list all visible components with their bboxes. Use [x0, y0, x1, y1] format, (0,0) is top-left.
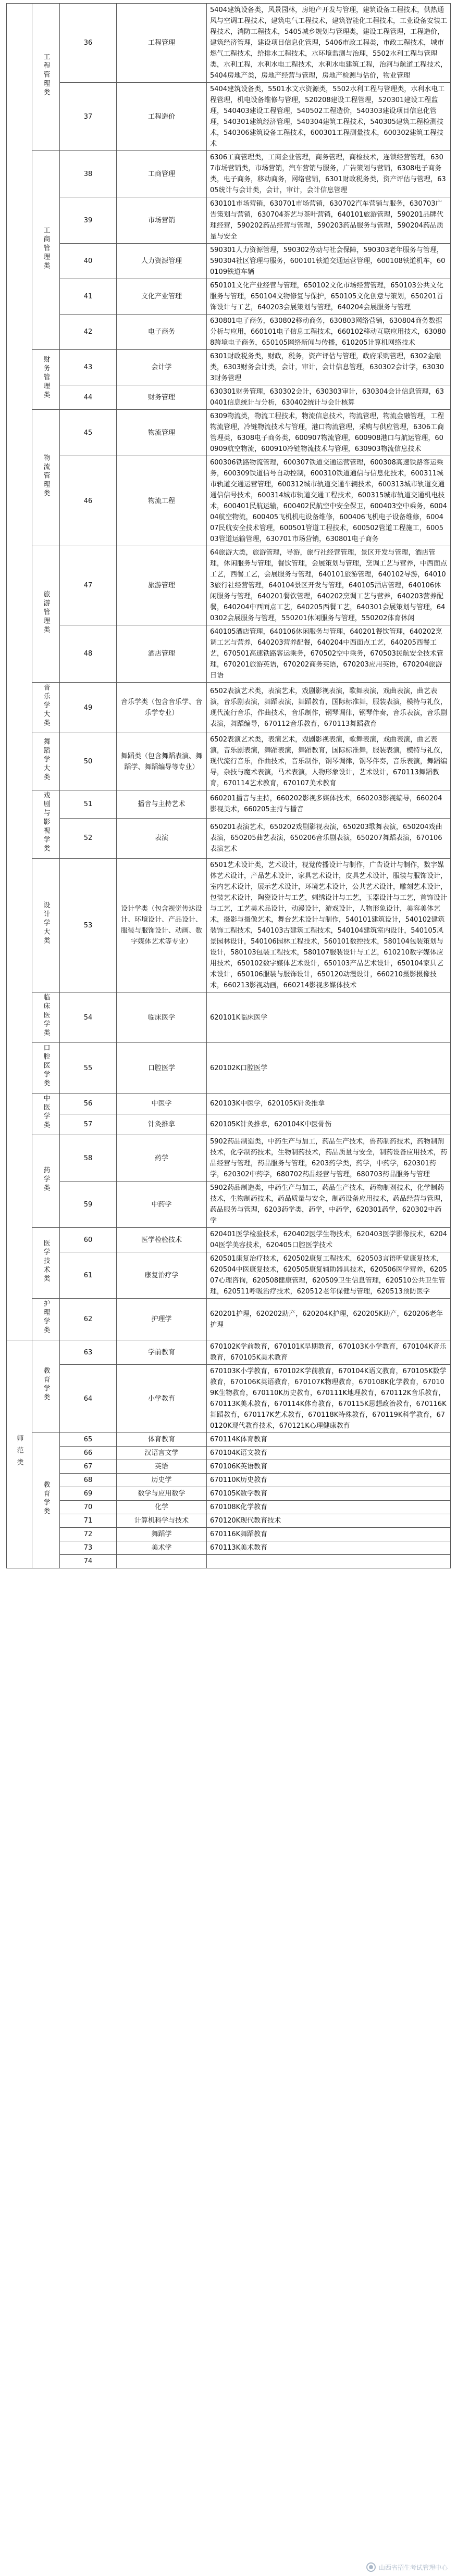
row-number: 63: [60, 1340, 117, 1365]
table-row: [7, 279, 451, 315]
major-name: 药学: [117, 1135, 207, 1182]
table-row: [7, 992, 451, 1043]
table-row: [7, 1541, 451, 1555]
related-majors: 620101K临床医学: [207, 992, 451, 1043]
related-majors: 670108K化学教育: [207, 1501, 451, 1514]
major-name: 播音与主持艺术: [117, 790, 207, 819]
related-majors: 620105K针灸推拿，620104K中医骨伤: [207, 1114, 451, 1135]
major-name: 计算机科学与技术: [117, 1514, 207, 1528]
table-row: [7, 1228, 451, 1252]
table-row: [7, 1135, 451, 1182]
related-majors: 6301财政税务类，财政，税务，资产评估与管理，政府采购管理，6302金融类，6303财务会计类，会计，审计，会计信息管理，630302会计学，630303财务管理: [207, 350, 451, 385]
table-row: [7, 315, 451, 350]
major-name: 表演: [117, 818, 207, 858]
related-majors: 630101市场营销，630701市场营销，630702汽车营销与服务，630703广告策划与营销，630704茶艺与茶叶营销，640101旅游管理，590201品牌代理经营，590202药品经营与管理，590203药品服务与管理，590204药品质量与安全: [207, 197, 451, 244]
subcategory-cell: [32, 790, 60, 859]
subcategory-cell: [32, 350, 60, 410]
row-number: 38: [60, 151, 117, 197]
related-majors: 670106K英语教育: [207, 1460, 451, 1474]
row-number: 73: [60, 1541, 117, 1555]
subcategory-cell: [32, 1135, 60, 1228]
related-majors: 600306铁路物流管理，600307铁道交通运营管理，600308高速铁路客运乘务，600309铁道信号自动控制，600310铁道通信与信息化技术，600311城市轨道交通运营管理，600312城市轨道交通车辆技术，600313城市轨道交通通信信号技术，600314城市轨道交通工程技术，600315城市轨道交通机电技术，600401民航运输，600402民航空中安全保卫，600403空中乘务，600404航空物流，600405飞机机电设备维修，600406飞机电子设备维修，600407民航安全技术管理，600501管道工程技术，600502管道工程施工，600503管道运输管理，630701市场营销，630801电子商务: [207, 456, 451, 546]
table-row: [7, 4, 451, 83]
subcategory-label: 教育学类: [42, 1481, 50, 1516]
table-row: [7, 1043, 451, 1094]
subcategory-cell: [32, 410, 60, 546]
major-name: 酒店管理: [117, 625, 207, 683]
subcategory-label: 口腔医学类: [42, 1044, 50, 1088]
table-row: [7, 1114, 451, 1135]
table-row: [7, 546, 451, 625]
subcategory-label: 舞蹈学大类: [42, 737, 50, 782]
table-row: [7, 1501, 451, 1514]
subcategory-cell: [32, 1228, 60, 1299]
row-number: 44: [60, 385, 117, 410]
related-majors: 6502表演艺术类，表演艺术，戏剧影视表演，歌舞表演，戏曲表演，曲艺表演，音乐剧表演，舞蹈表演，舞蹈教育，国际标准舞，服装表演，模特与礼仪，现代流行音乐，作曲技术，音乐制作，钢琴调律，钢琴伴奏，音乐表演，舞蹈编导，杂技与魔术表演，马术表演，人物形象设计，艺术设计，670113舞蹈教育，670114艺术教育，670107美术教育: [207, 733, 451, 790]
row-number: 50: [60, 733, 117, 790]
subcategory-cell: [32, 733, 60, 790]
subcategory-label: 财务管理类: [42, 356, 50, 400]
table-row: [7, 83, 451, 151]
major-name: 护理学: [117, 1299, 207, 1340]
table-row: [7, 625, 451, 683]
table-row: [7, 859, 451, 992]
subcategory-cell: [32, 1094, 60, 1135]
subcategory-label: 音乐学大类: [42, 684, 50, 728]
major-name: 康复治疗学: [117, 1252, 207, 1299]
related-majors: 6501艺术设计类，艺术设计，视觉传播设计与制作，广告设计与制作，数字媒体艺术设计，产品艺术设计，家具艺术设计，皮具艺术设计，服装与服饰设计，室内艺术设计，展示艺术设计，环境艺术设计，公共艺术设计，雕刻艺术设计，包装艺术设计，陶瓷设计与工艺，刺绣设计与工艺，玉器设计与工艺，首饰设计与工艺，工艺美术品设计，动漫设计，游戏设计，人物形象设计，美容美体艺术，摄影与摄像艺术，舞台艺术设计与制作，540101建筑设计，540102建筑装饰工程技术，540103古建筑工程技术，540104建筑室内设计，540105风景园林设计，540106园林工程技术，560101数控技术，580104包装策划与设计，580103包装工程技术，580107服装设计与工艺，610210数字媒体应用技术，650102数字媒体艺术设计，650103产品艺术设计，650104家具艺术设计，650106服装与服饰设计，650120动漫设计，660210摄影摄像技术，660213影视动画，660214影视多媒体技术: [207, 859, 451, 992]
major-name: 物流管理: [117, 410, 207, 456]
major-name: 工程管理: [117, 4, 207, 83]
category-label: 师范类: [15, 1434, 23, 1471]
related-majors: 630301财务管理，630302会计，630303审计，630304会计信息管理，630401信息统计与分析，630402统计与会计核算: [207, 385, 451, 410]
subcategory-label: 工程管理类: [42, 53, 50, 97]
row-number: 45: [60, 410, 117, 456]
subcategory-label: 中医学类: [42, 1095, 50, 1130]
row-number: 71: [60, 1514, 117, 1528]
related-majors: 670114K体育教育: [207, 1433, 451, 1447]
table-row: [7, 1474, 451, 1487]
related-majors: 670113K美术教育: [207, 1541, 451, 1555]
related-majors: [207, 1555, 451, 1568]
row-number: 37: [60, 83, 117, 151]
major-name: 中药学: [117, 1182, 207, 1228]
subcategory-cell: [32, 1340, 60, 1433]
major-name: 临床医学: [117, 992, 207, 1043]
major-name: 口腔医学: [117, 1043, 207, 1094]
row-number: 43: [60, 350, 117, 385]
row-number: 47: [60, 546, 117, 625]
table-row: [7, 818, 451, 858]
subcategory-label: 医学技术类: [42, 1239, 50, 1284]
related-majors: 670120K现代教育技术: [207, 1514, 451, 1528]
subcategory-cell: [32, 151, 60, 350]
row-number: 66: [60, 1447, 117, 1460]
major-name: 体育教育: [117, 1433, 207, 1447]
subcategory-label: 临床医学类: [42, 994, 50, 1038]
related-majors: 620401医学检验技术，620402医学生物技术，620403医学影像技术，620404医学美容技术，620405口腔医学技术: [207, 1228, 451, 1252]
major-name: 医学检验技术: [117, 1228, 207, 1252]
subcategory-cell: [32, 859, 60, 992]
major-name: 汉语言文学: [117, 1447, 207, 1460]
related-majors: 670104K语文教育: [207, 1447, 451, 1460]
row-number: 65: [60, 1433, 117, 1447]
major-name: 旅游管理: [117, 546, 207, 625]
table-row: [7, 1299, 451, 1340]
related-majors: 650101文化产业经营与管理，650102文化市场经营管理，650103公共文化服务与管理，650104文物修复与保护，650105文化创意与策划，650201首饰设计与工艺，640203会展策划与管理，640204会展服务与管理: [207, 279, 451, 315]
row-number: 72: [60, 1528, 117, 1541]
major-name: 文化产业管理: [117, 279, 207, 315]
related-majors: 670103K小学教育，670102K学前教育，670104K语文教育，670105K数学教育，670106K英语教育，670107K物理教育，670108K化学教育，670109K生物教育，670110K历史教育，670111K地理教育，670112K音乐教育，670113K美术教育，670114K体育教育，670115K思想政治教育，670116K舞蹈教育，670117K艺术教育，670118K特殊教育，670119K科学教育，670120K现代教育技术，670121K心理健康教育: [207, 1365, 451, 1433]
category-cell: [7, 4, 32, 1340]
table-row: [7, 733, 451, 790]
subcategory-cell: [32, 992, 60, 1043]
row-number: 46: [60, 456, 117, 546]
related-majors: 650201表演艺术，650202戏剧影视表演，650203歌舞表演，650204戏曲表演，650205曲艺表演，650206音乐剧表演，650207舞蹈表演，670106表演艺术: [207, 818, 451, 858]
related-majors: 6309物流类，物流工程技术，物流信息技术，物流管理，物流金融管理，工程物流管理，冷链物流技术与管理，港口物流管理，采购与供应管理，6306工商管理类，6308电子商务类，600907物流管理，600908港口与航运管理，600909航空物流，600910冷链物流技术与管理，630903物流信息技术: [207, 410, 451, 456]
table-row: [7, 1433, 451, 1447]
row-number: 55: [60, 1043, 117, 1094]
subcategory-label: 设计学大类: [42, 901, 50, 946]
row-number: 60: [60, 1228, 117, 1252]
row-number: 51: [60, 790, 117, 819]
row-number: 68: [60, 1474, 117, 1487]
major-name: 历史学: [117, 1474, 207, 1487]
major-name: 小学教育: [117, 1365, 207, 1433]
major-name: 针灸推拿: [117, 1114, 207, 1135]
major-name: [117, 1555, 207, 1568]
row-number: 49: [60, 683, 117, 733]
major-name: 美术学: [117, 1541, 207, 1555]
major-name: 电子商务: [117, 315, 207, 350]
table-row: [7, 1252, 451, 1299]
row-number: 59: [60, 1182, 117, 1228]
major-name: 音乐学类（包含音乐学、音乐学专业）: [117, 683, 207, 733]
subcategory-label: 旅游管理类: [42, 590, 50, 635]
table-row: [7, 1460, 451, 1474]
major-name: 工商管理: [117, 151, 207, 197]
major-name: 舞蹈类（包含舞蹈表演、舞蹈学、舞蹈编导等专业）: [117, 733, 207, 790]
major-name: 中医学: [117, 1094, 207, 1114]
subcategory-label: 教育学类: [42, 1367, 50, 1402]
row-number: 54: [60, 992, 117, 1043]
table-row: [7, 197, 451, 244]
category-cell: [7, 1340, 32, 1568]
table-row: [7, 151, 451, 197]
row-number: 69: [60, 1487, 117, 1501]
row-number: 64: [60, 1365, 117, 1433]
table-row: [7, 244, 451, 279]
major-name: 财务管理: [117, 385, 207, 410]
row-number: 42: [60, 315, 117, 350]
row-number: 36: [60, 4, 117, 83]
table-row: [7, 1340, 451, 1365]
row-number: 62: [60, 1299, 117, 1340]
table-row: [7, 1447, 451, 1460]
related-majors: 6306工商管理类，工商企业管理，商务管理，商检技术，连锁经营管理，6307市场营销类，市场营销，汽车营销与服务，广告策划与营销，6308电子商务类，电子商务，移动商务，网络营销，6301财政税务类，资产评估与管理，6305统计与会计类，会计，审计，会计信息管理: [207, 151, 451, 197]
row-number: 52: [60, 818, 117, 858]
subcategory-cell: [32, 4, 60, 151]
related-majors: 670116K舞蹈教育: [207, 1528, 451, 1541]
table-row: [7, 790, 451, 819]
major-name: 英语: [117, 1460, 207, 1474]
related-majors: 670105K数学教育: [207, 1487, 451, 1501]
row-number: 58: [60, 1135, 117, 1182]
related-majors: 5902药品制造类，中药生产与加工，药品生产技术，药物制剂技术，化学制药技术，生物制药技术，药品质量与安全，制药设备应用技术，药品经营与管理，药品服务与管理，6203药学类，药学，中药学，620301药学，620302中药学: [207, 1182, 451, 1228]
subcategory-cell: [32, 1433, 60, 1568]
related-majors: 5404建筑设备类，5501水文水资源类，5502水利工程与管理类，水利水电工程管理，机电设备维修与管理，520208建设工程管理，520301建设工程监理，540403建设工程管理，540502工程造价，540303建设项目信息化管理，540301建筑经济管理，540304建筑工程技术，540305建筑工程检测技术，540306建筑设备工程技术，600301工程测量技术，600302建筑工程技术: [207, 83, 451, 151]
major-name: 学前教育: [117, 1340, 207, 1365]
related-majors: 6502表演艺术类，表演艺术，戏剧影视表演，歌舞表演，戏曲表演，曲艺表演，音乐剧表演，舞蹈表演，舞蹈教育，国际标准舞，服装表演，模特与礼仪，现代流行音乐，作曲技术，音乐制作，钢琴调律，钢琴伴奏，音乐表演，音乐剧表演，舞蹈编导，670112音乐教育，670113舞蹈教育: [207, 683, 451, 733]
related-majors: 590301人力资源管理，590302劳动与社会保障，590303老年服务与管理，590304社区管理与服务，600101铁道交通运营管理，600108铁道机车，600109铁道车辆: [207, 244, 451, 279]
related-majors: 670110K历史教育: [207, 1474, 451, 1487]
subcategory-label: 戏剧与影视学类: [42, 791, 50, 853]
major-name: 物流工程: [117, 456, 207, 546]
row-number: 57: [60, 1114, 117, 1135]
row-number: 61: [60, 1252, 117, 1299]
row-number: 70: [60, 1501, 117, 1514]
watermark: [366, 2562, 448, 2572]
row-number: 39: [60, 197, 117, 244]
major-name: 舞蹈学: [117, 1528, 207, 1541]
row-number: 56: [60, 1094, 117, 1114]
subcategory-label: 药学类: [42, 1166, 50, 1193]
major-name: 会计学: [117, 350, 207, 385]
related-majors: 620501康复治疗技术，620502康复工程技术，620503言语听觉康复技术，620504中医康复技术，620505康复辅助器具技术，620506医学营养，620507心理咨询，620508健康管理，620509卫生信息管理，620510公共卫生管理，620511呼吸治疗技术，620512老年保健与管理，620513预防医学: [207, 1252, 451, 1299]
major-catalog-table: [6, 3, 451, 1568]
subcategory-label: 工商管理类: [42, 226, 50, 271]
table-row: [7, 1528, 451, 1541]
related-majors: 670102K学前教育，670101K早期教育，670103K小学教育，670104K音乐教育，670105K美术教育: [207, 1340, 451, 1365]
table-row: [7, 1514, 451, 1528]
watermark-text: 山西省招生考试管理中心: [378, 2564, 448, 2571]
table-row: [7, 456, 451, 546]
subcategory-cell: [32, 1043, 60, 1094]
subcategory-label: 护理学类: [42, 1300, 50, 1335]
table-row: [7, 683, 451, 733]
related-majors: 630801电子商务，630802移动商务，630803网络营销，630804商务数据分析与应用，660101电子信息工程技术，660102移动互联应用技术，630808跨境电子商务，650105网络新闻与传播，610205计算机网络技术: [207, 315, 451, 350]
major-name: 数学与应用数学: [117, 1487, 207, 1501]
related-majors: 5902药品制造类，中药生产与加工，药品生产技术，兽药制药技术，药物制剂技术，化学制药技术，生物制药技术，药品质量与安全，制药设备应用技术，药品经营与管理，药品服务与管理，6203药学类，药学，中药学，620301药学，620302中药学，680702药品经营与管理，680703药品服务与管理: [207, 1135, 451, 1182]
major-name: 化学: [117, 1501, 207, 1514]
wechat-icon: [366, 2562, 376, 2572]
related-majors: 660201播音与主持，660202影视多媒体技术，660203影视编导，660204影视美术，660205主持与播音: [207, 790, 451, 819]
table-row: [7, 1555, 451, 1568]
related-majors: 5404建筑设备类，风景园林，房地产开发与管理，建筑设备工程技术，供热通风与空调工程技术，建筑电气工程技术，建筑智能化工程技术，工业设备安装工程技术，消防工程技术，5405城乡规划与管理类，建设工程管理，工程造价，建筑经济管理，建设项目信息化管理，5406市政工程类，市政工程技术，城市燃气工程技术，给排水工程技术，水环境监测与治理，5502水利工程与管理类，水利工程，水利水电工程技术，水利水电建筑工程，治河与航道工程技术，5404房地产类，房地产经营与管理，房地产检测与估价，物业管理: [207, 4, 451, 83]
row-number: 40: [60, 244, 117, 279]
table-row: [7, 1365, 451, 1433]
table-row: [7, 385, 451, 410]
row-number: 48: [60, 625, 117, 683]
table-row: [7, 1487, 451, 1501]
subcategory-cell: [32, 1299, 60, 1340]
major-name: 工程造价: [117, 83, 207, 151]
related-majors: 640105酒店管理，640106休闲服务与管理，640201餐饮管理，640202烹调工艺与营养，640203营养配餐，640204中西面点工艺，640205西餐工艺，670501高速铁路客运乘务，670502空中乘务，670503民航安全技术管理，670201旅游英语，670202商务英语，670203应用英语，670204旅游日语: [207, 625, 451, 683]
row-number: 41: [60, 279, 117, 315]
subcategory-label: 物流管理类: [42, 454, 50, 498]
row-number: 67: [60, 1460, 117, 1474]
table-row: [7, 1182, 451, 1228]
table-row: [7, 350, 451, 385]
table-row: [7, 1094, 451, 1114]
major-name: 设计学类（包含视觉传达设计、环境设计、产品设计、服装与服饰设计、动画、数字媒体艺术等专业）: [117, 859, 207, 992]
table-row: [7, 410, 451, 456]
subcategory-cell: [32, 546, 60, 683]
major-name: 市场营销: [117, 197, 207, 244]
row-number: 74: [60, 1555, 117, 1568]
major-name: 人力资源管理: [117, 244, 207, 279]
row-number: 53: [60, 859, 117, 992]
related-majors: 620103K中医学，620105K针灸推拿: [207, 1094, 451, 1114]
related-majors: 620201护理，620202助产，620204K护理，620205K助产，620206老年护理: [207, 1299, 451, 1340]
subcategory-cell: [32, 683, 60, 733]
related-majors: 64旅游大类，旅游管理，导游，旅行社经营管理，景区开发与管理，酒店管理，休闲服务与管理，餐饮管理，会展策划与管理，烹调工艺与营养，中西面点工艺，西餐工艺，会展服务与管理，640101旅游管理，640102导游，640103旅行社经营管理，640104景区开发与管理，640105酒店管理，640106休闲服务与管理，640201餐饮管理，640202烹调工艺与营养，640203营养配餐，640204中西面点工艺，640205西餐工艺，640301会展策划与管理，640302会展服务与管理，550201休闲服务与管理，550202体育休闲: [207, 546, 451, 625]
related-majors: 620102K口腔医学: [207, 1043, 451, 1094]
